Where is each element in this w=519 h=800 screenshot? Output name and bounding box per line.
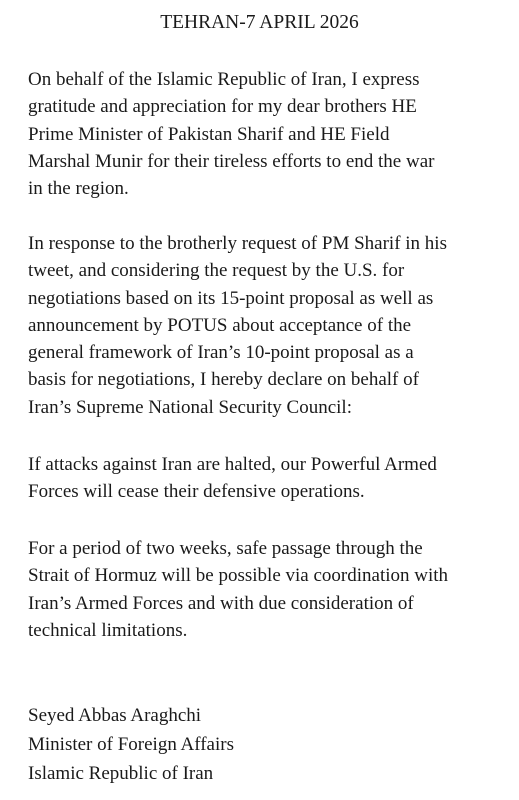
text-line: announcement by POTUS about acceptance of the [28,314,412,336]
signatory-organization: Islamic Republic of Iran [28,763,214,784]
text-line: If attacks against Iran are halted, our Powerful Armed [28,454,437,475]
text-line: negotiations based on its 15-point proposal as well as [28,287,434,309]
text-line: Strait of Hormuz will be possible via coordination with [28,565,449,587]
text-line: gratitude and appreciation for my dear brothers HE [28,96,417,118]
text-line: Iran’s Supreme National Security Council: [28,396,352,418]
text-line: Prime Minister of Pakistan Sharif and HE Field [28,123,390,145]
paragraph-safe-passage [28,535,508,644]
signature-block [28,701,234,788]
text-line: general framework of Iran’s 10-point proposal as a [28,342,414,364]
dateline: TEHRAN-7 APRIL 2026 [160,12,359,33]
text-line: For a period of two weeks, safe passage through the [28,538,423,559]
paragraph-ceasefire-condition [28,451,508,506]
text-line: in the region. [28,178,129,200]
paragraph-declaration [28,230,508,421]
text-line: On behalf of the Islamic Republic of Iran, I express [28,69,420,90]
paragraph-gratitude [28,66,508,202]
text-line: Marshal Munir for their tireless efforts to end the war [28,150,435,172]
signatory-name: Seyed Abbas Araghchi [28,705,202,726]
signatory-title: Minister of Foreign Affairs [28,734,234,755]
text-line: Forces will cease their defensive operations. [28,481,365,503]
text-line: basis for negotiations, I hereby declare on behalf of [28,369,419,391]
text-line: tweet, and considering the request by the U.S. for [28,260,405,282]
text-line: Iran’s Armed Forces and with due consideration of [28,592,414,614]
text-line: In response to the brotherly request of PM Sharif in his [28,233,447,254]
text-line: technical limitations. [28,619,188,641]
